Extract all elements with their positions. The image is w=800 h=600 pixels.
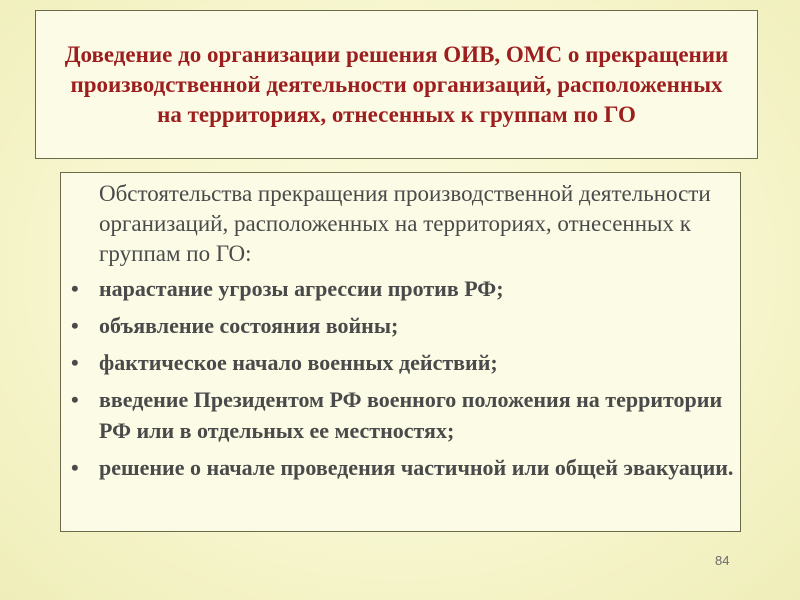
bullet-icon: • bbox=[71, 313, 79, 338]
bullet-item bbox=[61, 384, 736, 446]
slide-title: Доведение до организации решения ОИВ, ОМС о прекращении производственной деятельности организаций, расположенных на территориях, отнесенных к группам по ГО bbox=[64, 41, 729, 127]
bullet-item bbox=[61, 347, 736, 378]
bullet-text: объявление состояния войны; bbox=[99, 313, 399, 338]
bullet-text: нарастание угрозы агрессии против РФ; bbox=[99, 276, 504, 301]
title-box bbox=[35, 10, 758, 159]
bullet-item bbox=[61, 452, 736, 483]
bullet-item bbox=[61, 273, 736, 304]
bullet-item bbox=[61, 310, 736, 341]
bullet-icon: • bbox=[71, 455, 79, 480]
page-number: 84 bbox=[715, 553, 730, 568]
content-box bbox=[60, 172, 741, 532]
intro-text: Обстоятельства прекращения производственной деятельности организаций, расположенных на территориях, отнесенных к группам по ГО: bbox=[99, 181, 711, 266]
bullet-icon: • bbox=[71, 276, 79, 301]
bullet-list bbox=[61, 273, 736, 489]
bullet-text: фактическое начало военных действий; bbox=[99, 350, 498, 375]
bullet-text: решение о начале проведения частичной или общей эвакуации. bbox=[99, 455, 734, 480]
bullet-text: введение Президентом РФ военного положения на территории РФ или в отдельных ее местностях; bbox=[99, 387, 723, 443]
bullet-icon: • bbox=[71, 350, 79, 375]
bullet-icon: • bbox=[71, 387, 79, 412]
